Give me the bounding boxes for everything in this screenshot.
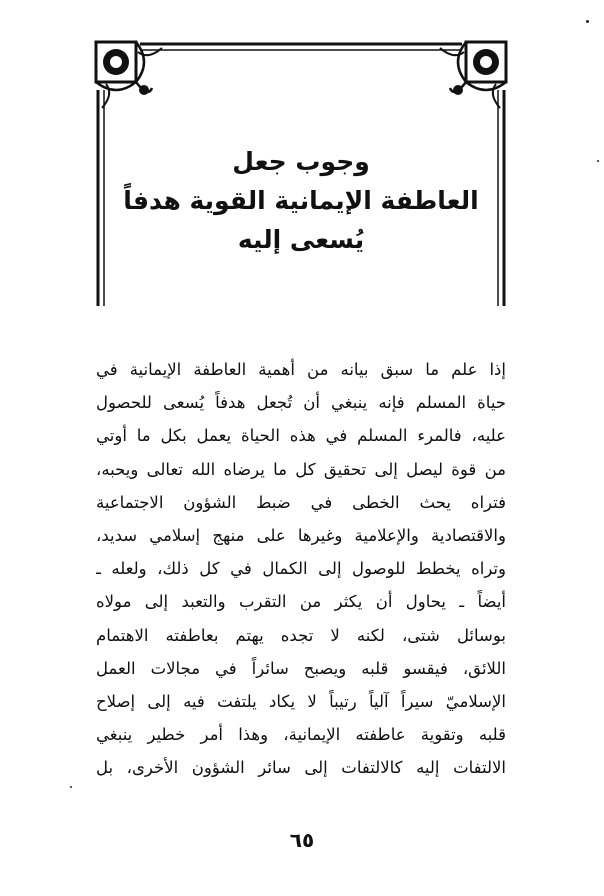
- heading-line-1: وجوب جعل: [232, 147, 370, 176]
- text-line: عليه، فالمرء المسلم في هذه الحياة يعمل بكل ما أوتي: [96, 426, 506, 446]
- heading-line-3: يُسعى إليه: [237, 225, 365, 254]
- text-line: الإسلاميّ سيراً آلياً رتيباً لا يكاد يلتفت فيه إلى إصلاح: [96, 691, 506, 711]
- text-line: وتراه يخطط للوصول إلى الكمال في كل ذلك، ولعله ـ: [96, 559, 506, 579]
- page-number: ٦٥: [289, 828, 315, 852]
- corner-ornament-right: [440, 42, 506, 108]
- text-line: من قوة ليصل إلى تحقيق كل ما يرضاه الله تعالى ويحبه،: [96, 459, 506, 479]
- corner-ornament-left: [96, 42, 162, 108]
- scan-speck: [586, 20, 589, 23]
- text-line: فتراه يحث الخطى في ضبط الشؤون الاجتماعية: [96, 492, 506, 512]
- chapter-heading: [92, 142, 510, 259]
- text-line: بوسائل شتى، لكنه لا تجده يهتم بعاطفته الاهتمام: [96, 625, 506, 645]
- text-line: حياة المسلم فإنه ينبغي أن تُجعل هدفاً يُسعى للحصول: [96, 393, 506, 413]
- body-paragraph: [96, 353, 506, 784]
- text-line: والاقتصادية والإعلامية وغيرها على منهج إسلامي سديد،: [96, 525, 506, 545]
- text-line: الالتفات إليه كالالتفات إلى سائر الشؤون الأخرى، بل: [96, 758, 506, 778]
- text-line: قلبه وتقوية عاطفته الإيمانية، وهذا أمر خطير ينبغي: [96, 725, 506, 745]
- scan-speck: [597, 160, 599, 162]
- text-line: اللائق، فيقسو قلبه ويصبح سائراً في مجالات العمل: [96, 658, 506, 678]
- scan-speck: [70, 786, 72, 788]
- text-line: أيضاً ـ يحاول أن يكثر من التقرب والتعبد إلى مولاه: [96, 592, 506, 612]
- heading-line-2: العاطفة الإيمانية القوية هدفاً: [123, 186, 479, 215]
- text-line: إذا علم ما سبق بيانه من أهمية العاطفة الإيمانية في: [96, 360, 506, 379]
